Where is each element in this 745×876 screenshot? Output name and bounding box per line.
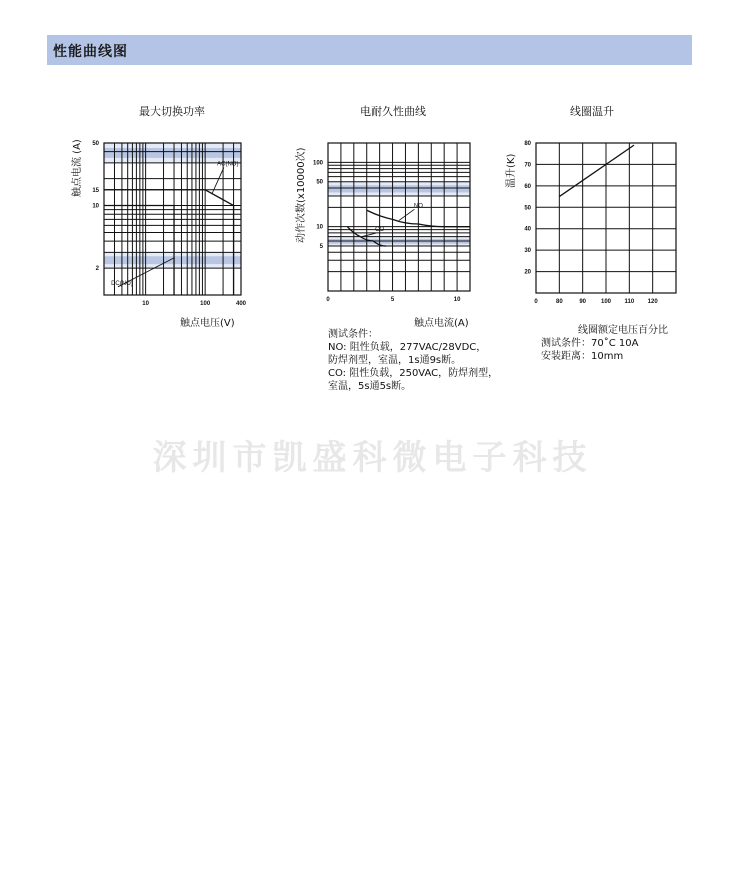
y-tick-label: 50: [92, 141, 99, 147]
x-tick-label: 110: [624, 299, 635, 305]
x-tick-label: 5: [390, 297, 395, 303]
chart-durability-xlabel: 触点电流(A): [414, 318, 469, 329]
annotation-label: DC(NO): [111, 280, 133, 287]
chart-switching-power-xlabel: 触点电压(V): [180, 318, 235, 329]
page-title: 性能曲线图: [53, 44, 128, 60]
annotation-leader: [399, 209, 414, 220]
coil-temp-note-line: 测试条件：70˚C 10A: [541, 338, 639, 349]
y-tick-label: 60: [524, 183, 531, 190]
annotation-leader: [362, 233, 376, 236]
x-tick-label: 90: [579, 299, 587, 305]
series-line: [559, 145, 634, 196]
chart-title-switching-power: 最大切换功率: [139, 105, 205, 118]
x-tick-label: 10: [453, 297, 461, 303]
y-tick-label: 20: [524, 269, 531, 276]
chart-title-durability: 电耐久性曲线: [360, 105, 426, 118]
y-tick-label: 10: [92, 203, 99, 210]
x-tick-label: 10: [142, 301, 149, 307]
chart-durability-ylabel: 动作次数(x10000次): [296, 147, 307, 243]
x-tick-label: 120: [647, 299, 658, 305]
x-tick-label: 0: [326, 297, 330, 303]
y-tick-label: 40: [524, 226, 531, 233]
annotation-label: CO: [375, 227, 385, 234]
y-tick-label: 70: [524, 162, 531, 169]
y-tick-label: 10: [316, 224, 323, 231]
durability-test-conditions: [328, 328, 498, 393]
x-tick-label: 0: [534, 299, 538, 305]
chart-durability: [312, 143, 472, 308]
chart-coil-temp: [524, 141, 681, 305]
highlight-band-core: [104, 256, 241, 264]
y-tick-label: 50: [316, 179, 323, 186]
watermark-text: 深圳市凯盛科微电子科技: [152, 438, 593, 478]
coil-temp-note-line: 安装距离：10mm: [541, 351, 624, 362]
chart-switching-power: [92, 141, 247, 307]
y-tick-label: 2: [95, 266, 99, 273]
durability-note-line: 防焊剂型，室温，1s通9s断。: [328, 355, 462, 366]
highlight-band-core: [104, 148, 241, 158]
y-tick-label: 15: [92, 187, 99, 194]
chart-title-coil-temp: 线圈温升: [570, 105, 614, 118]
annotation-label: AC(NO): [217, 161, 239, 168]
chart-switching-power-ylabel: 触点电流 (A): [72, 139, 83, 197]
annotation-label: NO: [413, 203, 423, 210]
x-tick-label: 400: [235, 301, 247, 307]
y-tick-label: 100: [312, 160, 323, 167]
durability-note-line: 室温，5s通5s断。: [328, 381, 412, 392]
header-bar: [47, 35, 692, 65]
chart-coil-temp-ylabel: 温升(K): [506, 153, 517, 188]
y-tick-label: 5: [319, 244, 323, 251]
x-tick-label: 80: [555, 299, 563, 305]
y-tick-label: 80: [524, 141, 531, 147]
coil-temp-test-conditions: [541, 337, 638, 363]
durability-note-line: 测试条件：: [328, 329, 378, 340]
x-tick-label: 100: [600, 299, 612, 305]
chart-coil-temp-xlabel: 线圈额定电压百分比: [578, 325, 668, 336]
durability-note-line: NO: 阻性负载，277VAC/28VDC，: [328, 342, 487, 353]
durability-note-line: CO: 阻性负载，250VAC，防焊剂型，: [328, 368, 499, 379]
highlight-band-core: [328, 185, 470, 192]
x-tick-label: 100: [200, 301, 211, 307]
y-tick-label: 30: [524, 248, 531, 255]
y-tick-label: 50: [524, 205, 531, 212]
